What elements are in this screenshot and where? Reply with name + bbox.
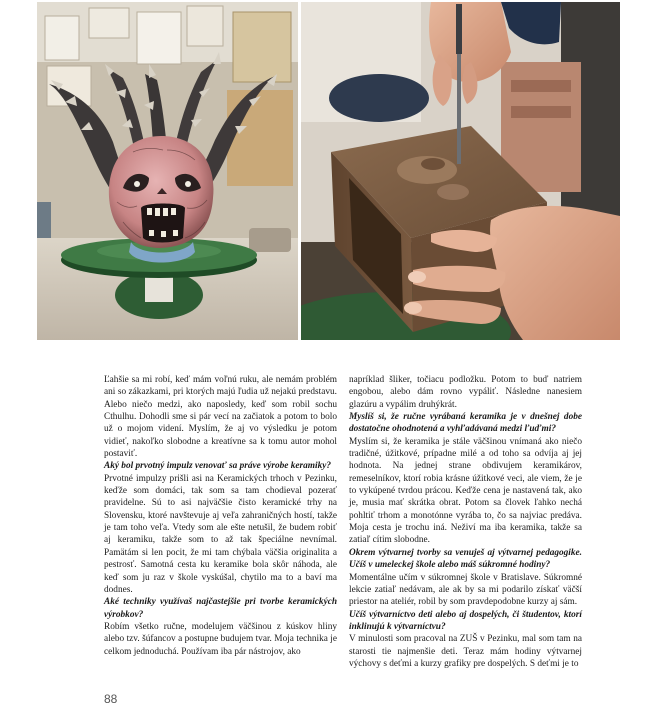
paragraph: Momentálne učím v súkromnej škole v Bratislave. Súkromné lekcie zatiaľ nedávam, ale ak by sa mi podarilo získať väčší priestor na ateliér, robil by som pravdepodobne kurzy aj sám. [349,572,582,608]
paragraph: Myslím si, že keramika je stále väčšinou vnímaná ako niečo tradičné, úžitkové, prípadne milé a od toho sa odvíja aj jej hodnota. Na jednej strane obdivujem keramikárov, remeselníkov, ktorí robia krásne úžitkové veci, ale viem, že je to vykúpené tvrdou prácou. Keďže cena je nastavená tak, ako je, musia mať skrátka obrat. Potom sa človek ľahko nechá pohltiť trhom a monotónne vyrába to, čo sa najviac predáva. Moja cesta je trochu iná. Neživí ma iba keramika, takže sa zatiaľ cítim slobodne. [349,436,582,546]
ceramic-sculpture-photo [37,2,298,340]
article-column-right [349,374,582,670]
paragraph: Ľahšie sa mi robí, keď mám voľnú ruku, ale nemám problém ani so zákazkami, pri ktorých majú ľudia už nejakú predstavu. Alebo niečo medzi, ako naposledy, keď som robil sochu Cthulhu. Dohodli sme si pár vecí na začiatok a potom to bolo už o mojom videní. Myslím, že aj vo výsledku je potom vidieť, nakoľko slobodne a kreatívne sa k tomu autor mohol postaviť. [104,375,337,460]
paragraph: Prvotné impulzy prišli asi na Keramických trhoch v Pezinku, keďže som domáci, tak som sa tam chodieval pozerať pravidelne. Sú to asi najväčšie čisto keramické trhy na Slovensku, ktoré navštevuje aj veľa zahraničných hostí, takže je tam toho veľa. Vtedy som ale ešte netušil, že budem robiť aj keramiku, takže som to až tak špeciálne nevnímal. Pamätám si len pocit, že mi tam chýbala väčšia originalita a pestrosť. Samotná cesta ku keramike bola skôr náhoda, ale keď som ju raz v škole vyskúšal, chytilo ma to a baví ma dodnes. [104,473,337,595]
article-body [104,374,610,694]
clay-carving-photo [301,2,620,340]
interview-question: Aké techniky využívaš najčastejšie pri tvorbe keramických výrobkov? [104,597,337,620]
paragraph: Robím všetko ručne, modelujem väčšinou z kúskov hliny alebo tzv. šúfancov a postupne budujem tvar. Moja technika je celkom jednoduchá. Používam iba pár nástrojov, ako [104,621,337,657]
interview-question: Myslíš si, že ručne vyrábaná keramika je v dnešnej dobe dostatočne ohodnotená a vyhľadávaná medzi ľuďmi? [349,412,582,435]
ceramic-sculpture-illustration [37,2,298,340]
photo-spread [37,2,620,340]
interview-question: Okrem výtvarnej tvorby sa venuješ aj výtvarnej pedagogike. Učíš v umeleckej škole alebo máš súkromné hodiny? [349,547,582,571]
clay-carving-illustration [301,2,620,340]
interview-question: Aký bol prvotný impulz venovať sa práve výrobe keramiky? [104,461,331,472]
article-column-left [104,374,337,658]
page-number: 88 [104,692,118,706]
paragraph: V minulosti som pracoval na ZUŠ v Pezinku, mal som tam na starosti tie najmenšie deti. Teraz mám hodiny výtvarnej výchovy s deťmi a kurzy grafiky pre dospelých. S deťmi je to [349,634,582,669]
interview-question: Učíš výtvarníctvo deti alebo aj dospelých, či študentov, ktorí inklinujú k výtvarníctvu? [349,609,582,632]
paragraph: napríklad šliker, točiacu podložku. Potom to buď natriem engobou, alebo dám rovno vypáliť. Následne nanesiem glazúru a vypálim druhýkrát. [349,375,582,410]
